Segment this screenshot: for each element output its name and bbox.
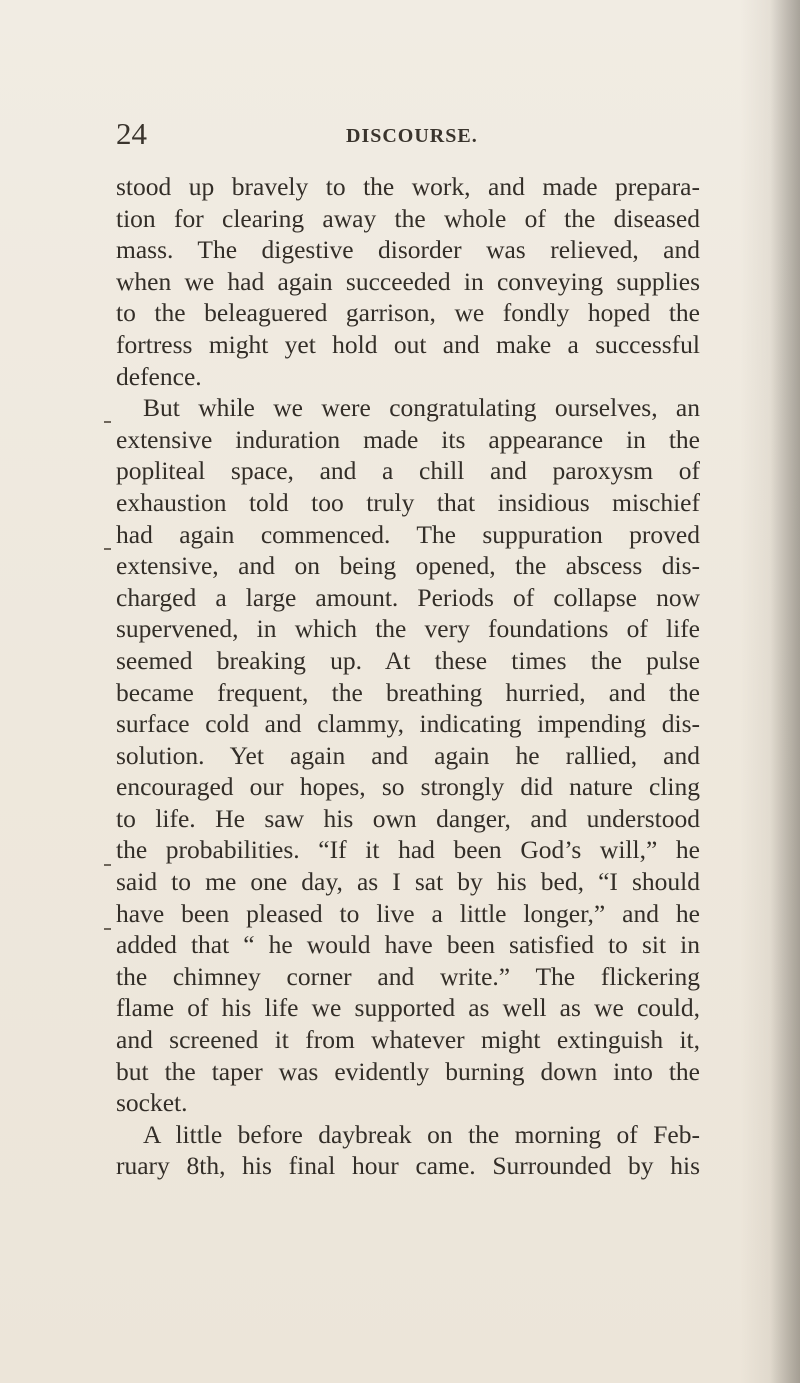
body-text — [116, 171, 700, 1182]
margin-mark — [104, 928, 111, 930]
text-line: added that “ he would have been satisfied to sit in — [116, 930, 700, 960]
text-line: supervened, in which the very foundations of life — [116, 614, 700, 644]
text-line: charged a large amount. Periods of collapse now — [116, 582, 700, 612]
text-line: extensive, and on being opened, the abscess dis- — [116, 551, 700, 581]
running-head — [116, 117, 700, 157]
text-line: became frequent, the breathing hurried, and the — [116, 677, 700, 707]
text-line: extensive induration made its appearance in the — [116, 424, 700, 454]
text-line: defence. — [116, 361, 202, 391]
text-line: exhaustion told too truly that insidious mischief — [116, 487, 700, 517]
page-edge-shadow — [770, 0, 800, 1383]
page-number: 24 — [116, 116, 147, 151]
running-title: DISCOURSE. — [346, 125, 478, 147]
margin-mark — [104, 421, 111, 423]
text-line: ruary 8th, his final hour came. Surrounded by his — [116, 1151, 700, 1181]
text-line: socket. — [116, 1088, 188, 1118]
text-line: encouraged our hopes, so strongly did nature cling — [116, 772, 700, 802]
text-line: seemed breaking up. At these times the pulse — [116, 645, 700, 675]
text-line: to life. He saw his own danger, and understood — [116, 803, 700, 833]
text-line: surface cold and clammy, indicating impending dis- — [116, 709, 700, 739]
text-line: but the taper was evidently burning down into the — [116, 1056, 700, 1086]
margin-mark — [104, 864, 111, 866]
margin-mark — [104, 548, 111, 550]
text-line: flame of his life we supported as well as we could, — [116, 993, 700, 1023]
text-line: solution. Yet again and again he rallied, and — [116, 740, 700, 770]
text-line: the chimney corner and write.” The flickering — [116, 961, 700, 991]
text-line: have been pleased to live a little longer,” and he — [116, 898, 700, 928]
text-line: But while we were congratulating ourselves, an — [143, 393, 700, 423]
text-line: the probabilities. “If it had been God’s will,” he — [116, 835, 700, 865]
text-line: A little before daybreak on the morning of Feb- — [143, 1119, 700, 1149]
text-line: and screened it from whatever might extinguish it, — [116, 1025, 700, 1055]
text-line: fortress might yet hold out and make a successful — [116, 329, 700, 359]
text-line: to the beleaguered garrison, we fondly hoped the — [116, 298, 700, 328]
text-line: said to me one day, as I sat by his bed, “I should — [116, 867, 700, 897]
text-line: tion for clearing away the whole of the diseased — [116, 203, 700, 233]
text-line: mass. The digestive disorder was relieved, and — [116, 235, 700, 265]
text-line: popliteal space, and a chill and paroxysm of — [116, 456, 700, 486]
text-line: stood up bravely to the work, and made prepara- — [116, 172, 700, 201]
text-line: had again commenced. The suppuration proved — [116, 519, 700, 549]
text-line: when we had again succeeded in conveying supplies — [116, 266, 700, 296]
